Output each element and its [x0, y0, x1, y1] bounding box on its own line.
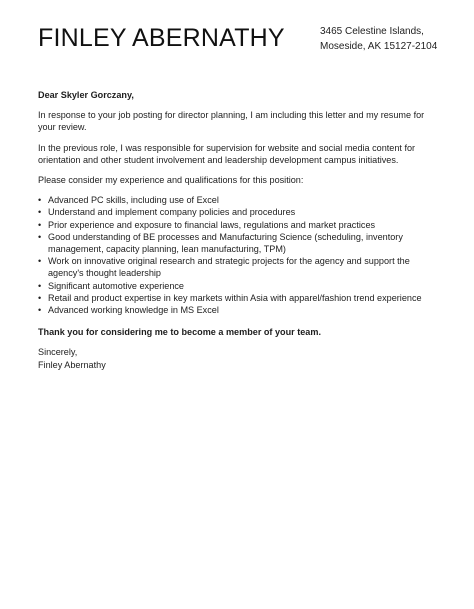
bullet-icon: •	[38, 195, 42, 206]
applicant-address	[320, 24, 437, 54]
bullet-icon: •	[38, 280, 42, 291]
applicant-name: FINLEY ABERNATHY	[38, 24, 285, 52]
list-item	[38, 206, 436, 218]
qualifications-list	[38, 194, 436, 316]
list-item	[38, 292, 436, 304]
list-item-text: Advanced PC skills, including use of Excel	[48, 195, 219, 206]
list-item	[38, 219, 436, 231]
bullet-icon: •	[38, 231, 42, 242]
paragraph-previous-role: In the previous role, I was responsible for supervision for website and social media content for orientation and other student involvement and leadership development campus initiatives.	[38, 142, 416, 165]
paragraph-qualifications-lead: Please consider my experience and qualifications for this position:	[38, 175, 304, 186]
signature-name: Finley Abernathy	[38, 359, 106, 370]
closing-phrase: Sincerely,	[38, 347, 78, 358]
letter-body	[38, 89, 436, 371]
list-item	[38, 280, 436, 292]
closing-block	[38, 346, 436, 370]
list-item	[38, 194, 436, 206]
list-item-text: Good understanding of BE processes and Manufacturing Science (scheduling, inventory management, capacity planning, lean manufacturing, TPM)	[48, 231, 403, 255]
paragraph-intro: In response to your job posting for director planning, I am including this letter and my resume for your review.	[38, 110, 425, 133]
address-line-1: 3465 Celestine Islands,	[320, 26, 424, 37]
list-item-text: Significant automotive experience	[48, 280, 184, 291]
address-line-2: Moseside, AK 15127-2104	[320, 41, 438, 52]
thank-you-line: Thank you for considering me to become a member of your team.	[38, 327, 321, 338]
bullet-icon: •	[38, 219, 42, 230]
bullet-icon: •	[38, 207, 42, 218]
list-item-text: Retail and product expertise in key markets within Asia with apparel/fashion trend experience	[48, 292, 422, 303]
bullet-icon: •	[38, 305, 42, 316]
list-item-text: Advanced working knowledge in MS Excel	[48, 305, 219, 316]
list-item-text: Work on innovative original research and strategic projects for the agency and support the agency's thought leadership	[48, 256, 410, 279]
list-item	[38, 255, 436, 279]
list-item-text: Prior experience and exposure to financial laws, regulations and market practices	[48, 219, 376, 230]
list-item	[38, 231, 436, 255]
list-item-text: Understand and implement company policies and procedures	[48, 207, 296, 218]
salutation: Dear Skyler Gorczany,	[38, 90, 134, 100]
bullet-icon: •	[38, 256, 42, 267]
bullet-icon: •	[38, 292, 42, 303]
list-item	[38, 304, 436, 316]
